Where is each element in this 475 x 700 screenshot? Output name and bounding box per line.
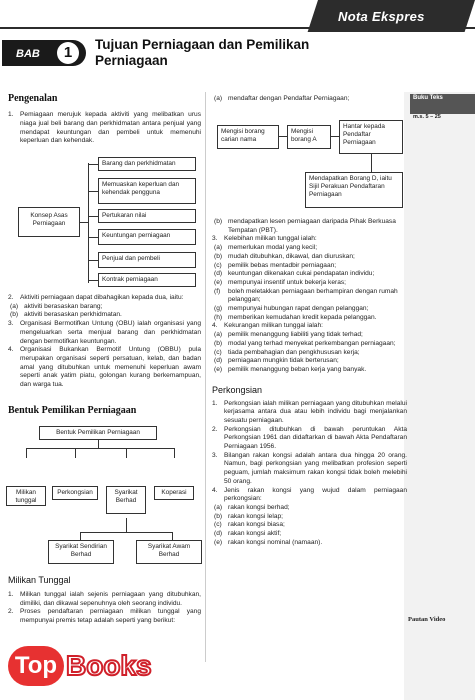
kekurangan-item: (b) modal yang terhad menyekat perkembangan perniagaan; xyxy=(214,339,396,347)
buku-teks-pages: m.s. 5 – 25 xyxy=(413,114,441,120)
perkongsian-2: 2. Perkongsian ditubuhkan di bawah peruntukan Akta Perkongsian 1961 dan didaftarkan di bawah Akta Pendaftaran Perniagaan 1956. xyxy=(212,425,407,451)
rakan-item: (b) rakan kongsi lelap; xyxy=(214,512,283,520)
perkongsian-4: 4. Jenis rakan kongsi yang wujud dalam perniagaan perkongsian: xyxy=(212,486,407,503)
bentuk-child-box: Milikan tunggal xyxy=(6,486,46,506)
concept-branch xyxy=(88,164,98,165)
chapter-badge xyxy=(2,40,86,66)
perkongsian-3: 3. Bilangan rakan kongsi adalah antara dua hingga 20 orang. Namun, bagi perkongsian yang melibatkan profesion seperti peguam, jumlah maksimum rakan kongsi tidak boleh melebihi 50 orang. xyxy=(212,451,407,485)
column-divider xyxy=(205,92,206,662)
pengenalan-item-3: 3. Organisasi Bermotifkan Untung (OBU) ialah organisasi yang mengeluarkan serta menjual barang dan perkhidmatan dengan bermotifkan keuntungan. xyxy=(8,320,201,345)
syarikat-awam-box: Syarikat Awam Berhad xyxy=(136,540,202,564)
chapter-title: Tujuan Perniagaan dan Pemilikan Perniagaan xyxy=(95,37,310,68)
pengenalan-item-2b: (b) aktiviti berasaskan perkhidmatan. xyxy=(10,311,122,319)
buku-teks-tab: Buku Teks xyxy=(410,94,475,114)
rakan-item: (e) rakan kongsi nominal (namaan). xyxy=(214,538,323,546)
kelebihan-item: (c) pemilik bebas mentadbir perniagaan; xyxy=(214,261,337,269)
kelebihan-item: (e) mempunyai insentif untuk bekerja keras; xyxy=(214,278,347,286)
kekurangan-item: (d) perniagaan mungkin tidak berterusan; xyxy=(214,357,339,365)
concept-trunk xyxy=(88,163,89,283)
pautan-video-label[interactable]: Pautan Video xyxy=(408,616,446,623)
concept-item-box: Memuaskan keperluan dan kehendak pengguna xyxy=(98,178,196,204)
bentuk-root-box: Bentuk Pemilikan Perniagaan xyxy=(39,426,157,440)
milikan-heading: Milikan Tunggal xyxy=(8,575,71,585)
rakan-list xyxy=(212,504,407,548)
pengenalan-item-2a: (a) aktiviti berasaskan barang; xyxy=(10,302,103,310)
tree-h1 xyxy=(26,448,174,449)
kelebihan-list xyxy=(212,244,407,322)
flow-arrow-2 xyxy=(331,136,339,137)
concept-root-box: Konsep Asas Perniagaan xyxy=(18,207,80,237)
chapter-number: 1 xyxy=(57,42,79,64)
concept-item-box: Penjual dan pembeli xyxy=(98,252,196,268)
concept-item-box: Keuntungan perniagaan xyxy=(98,229,196,245)
kelebihan-item: (f) boleh meletakkan perniagaan berhampiran dengan rumah pelanggan; xyxy=(214,287,398,304)
milikan-item-2: 2. Proses pendaftaran perniagaan milikan tunggal yang mempunyai premis tetap adalah seperti yang berikut: xyxy=(8,608,201,624)
pengenalan-item-1: 1. Pemiagaan merujuk kepada aktiviti yang melibatkan urus niaga jual beli barang dan perkhidmatan antara penjual yang mendapat keuntungan dan pembeli untuk memenuhi keperluan dan kehendak. xyxy=(8,111,201,145)
topbooks-logo xyxy=(6,640,191,696)
concept-branch xyxy=(88,216,98,217)
milikan-section xyxy=(8,575,201,626)
flow-step-3: Hantar kepada Pendaftar Perniagaan xyxy=(339,120,403,154)
bentuk-child-box: Koperasi xyxy=(154,486,194,500)
tree-v2 xyxy=(126,518,127,532)
left-column-cont xyxy=(8,294,201,417)
kelebihan-item: (a) memerlukan modal yang kecil; xyxy=(214,244,318,252)
bentuk-child-box: Syarikat Berhad xyxy=(106,486,146,514)
concept-branch xyxy=(88,191,98,192)
perkongsian-heading: Perkongsian xyxy=(212,384,263,395)
kelebihan-item: (h) memberikan kemudahan kredit kepada pelanggan. xyxy=(214,313,377,321)
perkongsian-1: 1. Perkongsian ialah milikan perniagaan yang ditubuhkan melalui kerjasama antara dua atau lebih individu bagi menjalankan sesuatu perniagaan. xyxy=(212,399,407,424)
pengenalan-item-2: 2. Aktiviti perniagaan dapat dibahagikan kepada dua, iaitu: xyxy=(8,294,184,301)
flow-step-1: Mengisi borang carian nama xyxy=(217,125,279,149)
milikan-item-1: 1. Milikan tunggal ialah sejenis perniagaan yang ditubuhkan, dimiliki, dan dikawal sepenuhnya oleh seorang individu. xyxy=(8,590,201,607)
concept-connector xyxy=(80,222,88,223)
flow-step-4: Mendapatkan Borang D, iaitu Sijil Perakuan Pendaftaran Perniagaan xyxy=(305,172,403,208)
logo-text: Books xyxy=(66,650,152,681)
kekurangan-list xyxy=(212,331,407,375)
rakan-item: (d) rakan kongsi aktif; xyxy=(214,530,282,538)
bentuk-heading: Bentuk Pemilikan Perniagaan xyxy=(8,404,137,416)
tree-branch xyxy=(174,448,175,458)
concept-branch xyxy=(88,280,98,281)
pengenalan-item-4: 4. Organisasi Bukankan Bermotif Untung (OBBU) pula merupakan organisasi seperti persatuan, kelab, dan badan amal yang ditubuhkan untuk memenuhi keperluan awam seperti anak yatim piatu, golongan kurang berkemampuan, dan warga tua. xyxy=(8,346,201,389)
rakan-item: (a) rakan kongsi berhad; xyxy=(214,503,290,511)
tree-branch xyxy=(26,448,27,458)
kelebihan-item: (d) keuntungan dikenakan cukai pendapatan individu; xyxy=(214,270,375,278)
kelebihan-item: (b) mudah ditubuhkan, dikawal, dan diuruskan; xyxy=(214,252,355,260)
syarikat-sendirian-box: Syarikat Sendirian Berhad xyxy=(48,540,114,564)
kelebihan-item: (g) mempunyai hubungan rapat dengan pelanggan; xyxy=(214,305,369,313)
concept-branch xyxy=(88,237,98,238)
kelebihan-intro: 3. Kelebihan milikan tunggal ialah: xyxy=(212,235,317,243)
tree-branch xyxy=(126,448,127,458)
kekurangan-item: (e) pemilik menanggung beban kerja yang banyak. xyxy=(214,365,367,373)
daftar-b: (b) mendapatkan lesen perniagaan daripada Pihak Berkuasa Tempatan (PBT). xyxy=(214,218,396,234)
tree-v1 xyxy=(98,440,99,448)
flow-step-2: Mengisi borang A xyxy=(287,125,331,149)
daftar-a: (a) mendaftar dengan Pendaftar Perniagaan; xyxy=(214,95,350,102)
right-column-cont xyxy=(212,218,407,547)
kekurangan-intro: 4. Kekurangan milikan tunggal ialah: xyxy=(212,322,323,330)
tree-h2 xyxy=(80,532,172,533)
logo-badge: Top xyxy=(8,646,64,686)
tree-v4 xyxy=(172,532,173,540)
side-margin xyxy=(404,92,475,700)
bentuk-child-box: Perkongsian xyxy=(52,486,98,500)
concept-item-box: Pertukaran nilai xyxy=(98,209,196,223)
concept-item-box: Kontrak perniagaan xyxy=(98,273,196,287)
right-column xyxy=(212,95,407,104)
tree-v3 xyxy=(80,532,81,540)
concept-branch xyxy=(88,260,98,261)
kekurangan-item: (c) tiada pembahagian dan pengkhususan kerja; xyxy=(214,348,360,356)
chapter-label: BAB xyxy=(16,48,40,60)
rakan-item: (c) rakan kongsi biasa; xyxy=(214,521,285,529)
flow-arrow-3 xyxy=(371,154,372,172)
tree-branch xyxy=(75,448,76,458)
series-title: Nota Ekspres xyxy=(338,9,425,24)
pengenalan-heading: Pengenalan xyxy=(8,93,58,104)
left-column xyxy=(8,92,201,146)
flow-arrow-1 xyxy=(279,136,287,137)
kekurangan-item: (a) pemilik menanggung liabiliti yang tidak terhad; xyxy=(214,331,363,339)
concept-item-box: Barang dan perkhidmatan xyxy=(98,157,196,171)
